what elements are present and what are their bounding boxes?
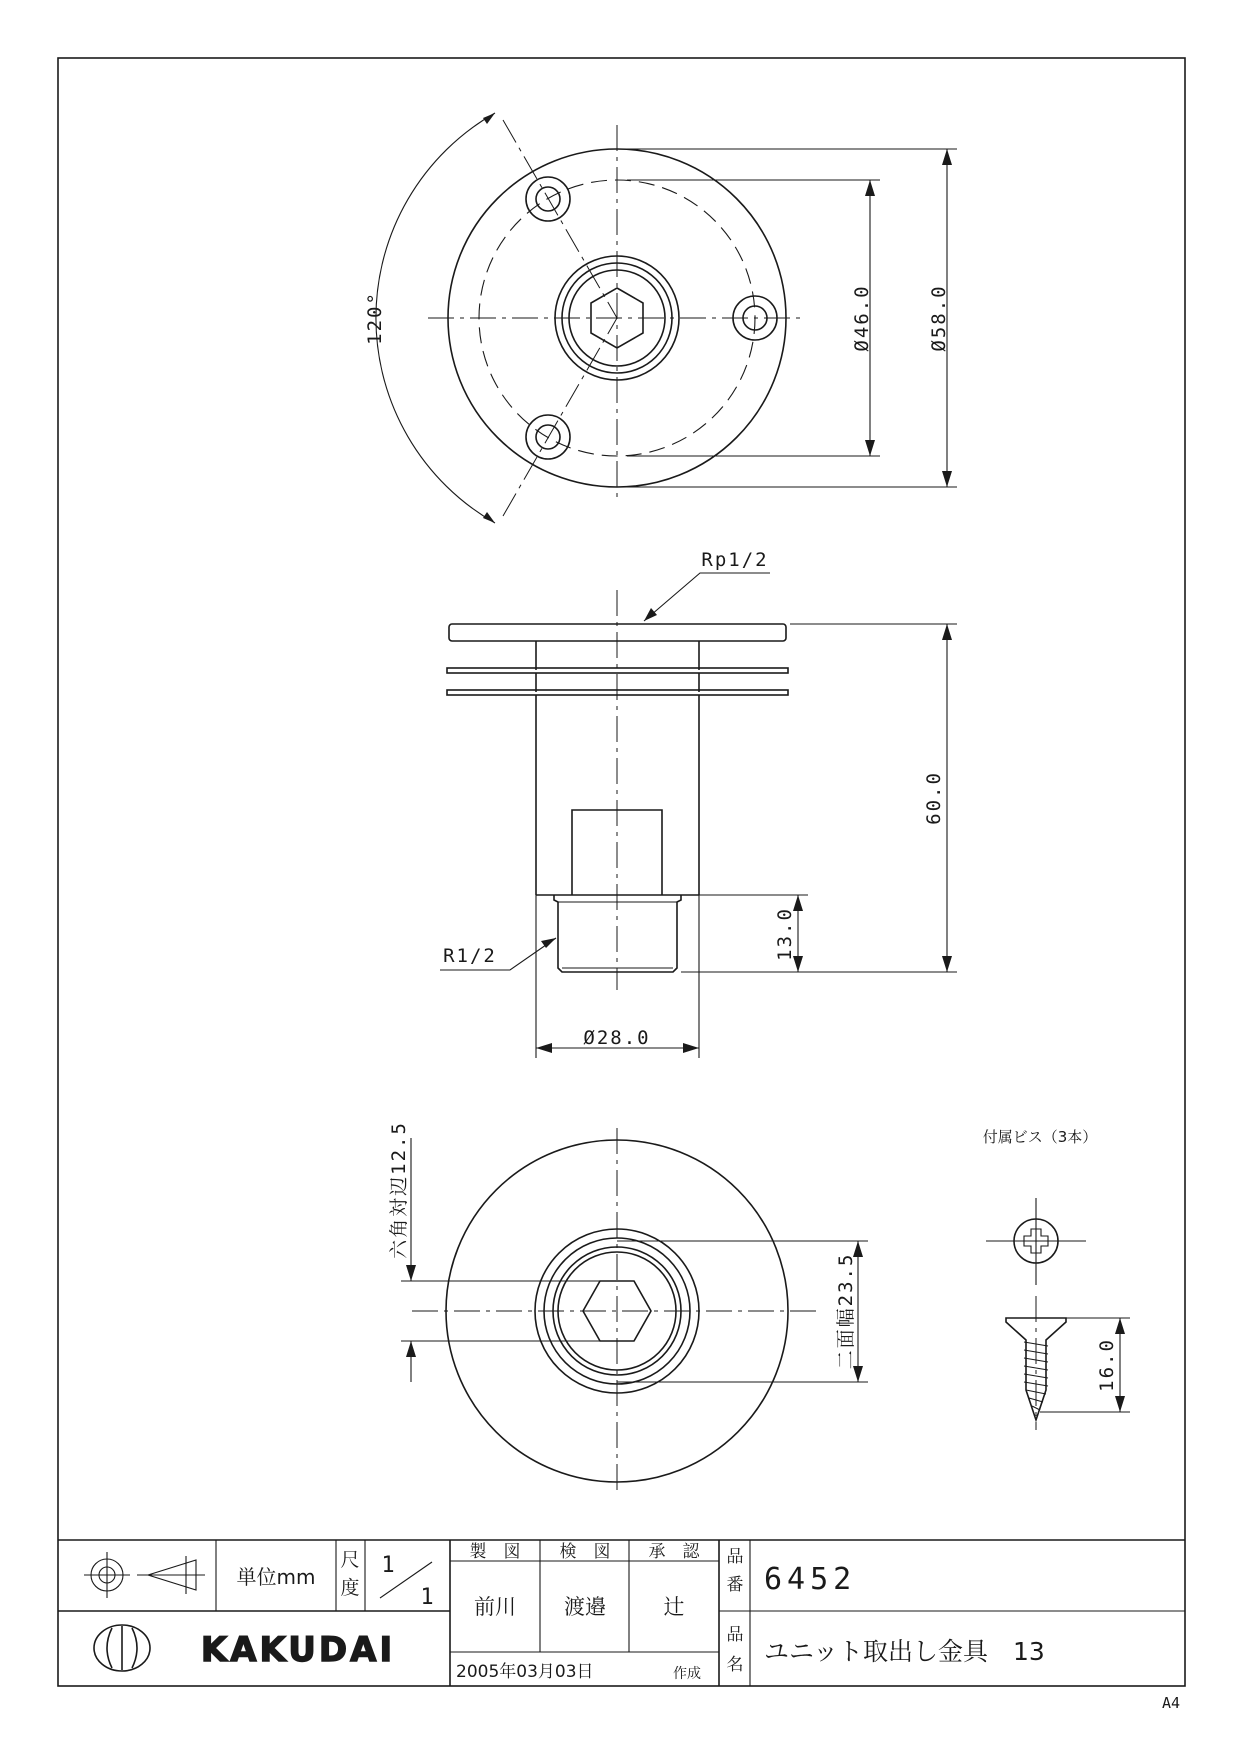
screw-length-label: 16.0 [1096, 1338, 1118, 1392]
part-no-label-1: 品 [726, 1547, 744, 1567]
part-number: 6452 [764, 1562, 857, 1597]
unit-label: 単位mm [236, 1565, 316, 1589]
diameter-28-label: Ø28.0 [583, 1027, 651, 1049]
approved-header: 承 認 [648, 1542, 700, 1562]
checked-header: 検 図 [559, 1542, 611, 1562]
kakudai-logo-icon [94, 1625, 150, 1671]
side-view [440, 573, 957, 1058]
date: 2005年03月03日 [456, 1662, 594, 1682]
approved-by: 辻 [663, 1595, 685, 1619]
scale-denominator: 1 [420, 1585, 434, 1610]
brand-name: KAKUDAI [200, 1630, 396, 1670]
sheet-size: A4 [1161, 1694, 1180, 1712]
scale-label-2: 度 [340, 1577, 360, 1599]
part-name-label-1: 品 [726, 1625, 744, 1645]
drafted-header: 製 図 [469, 1542, 521, 1562]
sheet-border [58, 58, 1185, 1686]
diameter-46-label: Ø46.0 [851, 284, 873, 352]
r-thread-label: R1/2 [443, 945, 497, 967]
scale-numerator: 1 [381, 1553, 395, 1578]
diameter-58-label: Ø58.0 [928, 284, 950, 352]
part-name-label-2: 名 [726, 1655, 744, 1675]
hex-size-label: 六角対辺12.5 [388, 1121, 410, 1259]
length-60-label: 60.0 [923, 771, 945, 825]
scale-label-1: 尺 [340, 1549, 360, 1571]
bottom-view [401, 1128, 868, 1494]
length-13-label: 13.0 [774, 907, 796, 961]
flat-width-label: 二面幅23.5 [835, 1252, 857, 1370]
rp-thread-label: Rp1/2 [701, 549, 769, 571]
angle-label: 120° [364, 291, 386, 345]
part-name: ユニット取出し金具 13 [764, 1637, 1045, 1666]
checked-by: 渡邉 [564, 1595, 606, 1619]
screw-detail [986, 1198, 1130, 1430]
ring-1 [447, 668, 788, 673]
drafted-by: 前川 [474, 1595, 516, 1619]
screw-title: 付属ビス（3本） [982, 1128, 1098, 1146]
created-label: 作成 [673, 1666, 701, 1682]
part-no-label-2: 番 [726, 1575, 744, 1595]
